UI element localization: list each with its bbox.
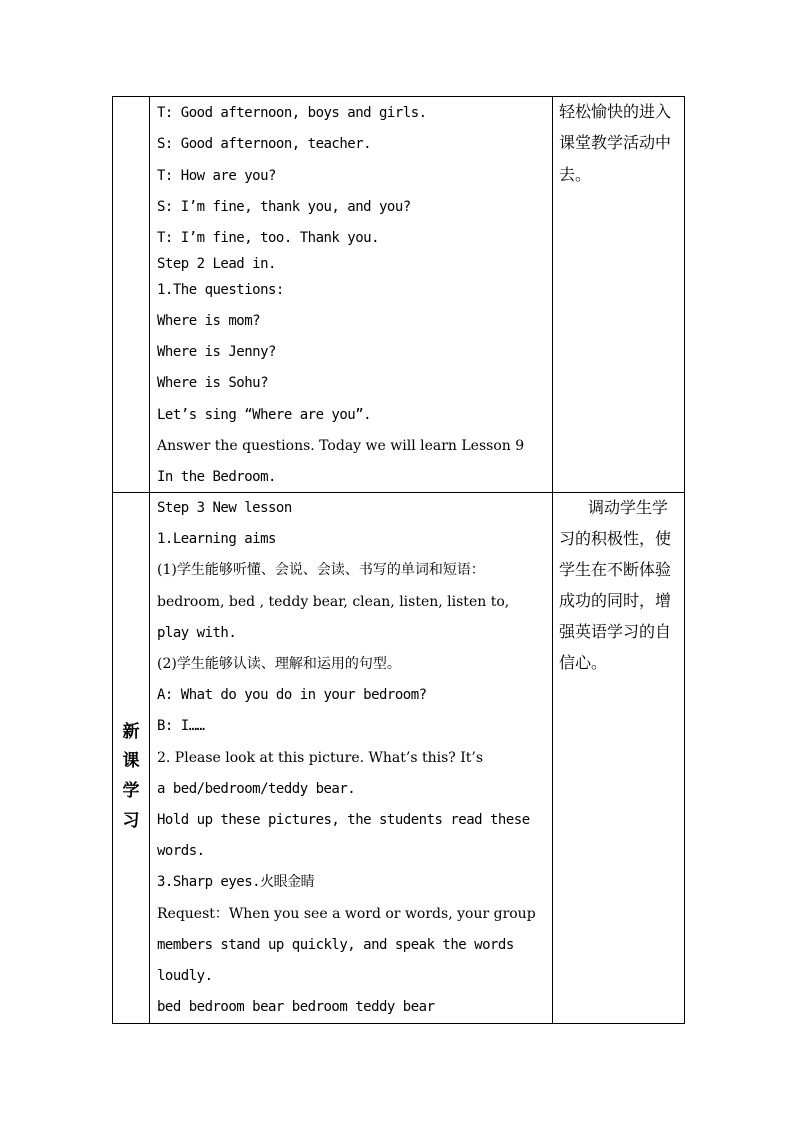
- note-line: 调动学生学: [588, 498, 669, 517]
- content-line: Request：When you see a word or words, your group: [157, 906, 536, 922]
- note-line: 课堂教学活动中: [559, 133, 672, 152]
- content-line: words.: [157, 843, 205, 859]
- category-char: 习: [122, 811, 140, 831]
- note-line: 成功的同时，增: [559, 591, 672, 610]
- content-line: Answer the questions. Today we will learn Lesson 9: [157, 438, 525, 454]
- content-line: S: I’m fine, thank you, and you?: [157, 199, 411, 215]
- row2-content-cell: [157, 493, 549, 1023]
- content-line: Step 2 Lead in.: [157, 256, 276, 272]
- content-line: 1.The questions:: [157, 282, 284, 298]
- content-line: In the Bedroom.: [157, 469, 276, 485]
- table-divider-1: [149, 96, 150, 1024]
- row2-notes-cell: [559, 493, 681, 1023]
- content-line: members stand up quickly, and speak the words: [157, 937, 514, 953]
- content-line: Hold up these pictures, the students read these: [157, 812, 530, 828]
- category-char: 新: [122, 722, 140, 742]
- content-line: a bed/bedroom/teddy bear.: [157, 781, 356, 797]
- note-line: 强英语学习的自: [559, 622, 672, 641]
- category-char: 学: [122, 781, 140, 801]
- content-line: S: Good afternoon, teacher.: [157, 136, 372, 152]
- content-line: (2)学生能够认读、理解和运用的句型。: [157, 656, 401, 672]
- note-line: 轻松愉快的进入: [559, 102, 672, 121]
- note-line: 信心。: [559, 653, 608, 672]
- content-line: T: How are you?: [157, 168, 276, 184]
- content-line: (1)学生能够听懂、会说、会读、书写的单词和短语：: [157, 562, 485, 578]
- category-char: 课: [122, 751, 140, 771]
- row1-content-cell: [157, 96, 549, 492]
- note-line: 去。: [559, 165, 592, 184]
- content-line: B: I……: [157, 718, 205, 734]
- content-line: 1.Learning aims: [157, 531, 276, 547]
- note-line: 习的积极性，使: [559, 529, 672, 548]
- content-line: 3.Sharp eyes.火眼金睛: [157, 874, 315, 890]
- content-line: bedroom, bed , teddy bear, clean, listen, listen to,: [157, 594, 510, 610]
- content-line: loudly.: [157, 968, 213, 984]
- content-line: Where is mom?: [157, 313, 261, 329]
- lesson-plan-table: [112, 96, 685, 1024]
- content-line: Step 3 New lesson: [157, 500, 292, 516]
- table-border-right: [684, 96, 685, 1024]
- content-line: A: What do you do in your bedroom?: [157, 687, 427, 703]
- note-line: 学生在不断体验: [559, 560, 672, 579]
- row2-category-cell: [113, 493, 149, 1023]
- table-border-bottom: [112, 1023, 685, 1024]
- content-line: bed bedroom bear bedroom teddy bear: [157, 999, 435, 1015]
- content-line: play with.: [157, 625, 237, 641]
- row1-notes-cell: [559, 96, 681, 492]
- content-line: T: Good afternoon, boys and girls.: [157, 105, 427, 121]
- table-divider-2: [552, 96, 553, 1024]
- content-line: Let’s sing “Where are you”.: [157, 407, 372, 423]
- content-line: Where is Sohu?: [157, 375, 269, 391]
- content-line: T: I’m fine, too. Thank you.: [157, 230, 380, 246]
- content-line: Where is Jenny?: [157, 344, 276, 360]
- content-line: 2. Please look at this picture. What’s this? It’s: [157, 750, 484, 766]
